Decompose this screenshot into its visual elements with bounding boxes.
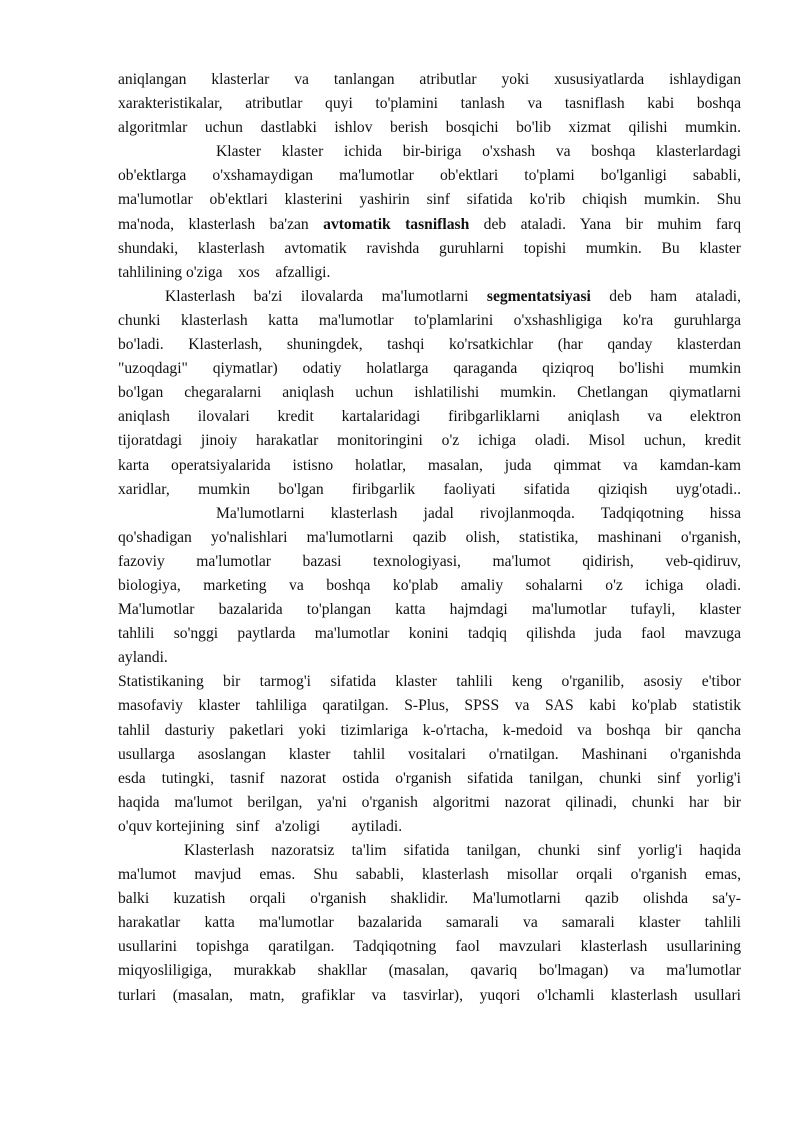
text-line: tahlilining o'ziga xos afzalligi. <box>118 263 331 281</box>
text-line: ma'lumotlar ob'ektlari klasterini yashirin sinf sifatida ko'rib chiqish mumkin. Shu <box>118 191 741 209</box>
text-line: ob'ektlarga o'xshamaydigan ma'lumotlar ob'ektlari to'plami bo'lganligi sababli, <box>118 167 741 185</box>
text-line: usullarini topishga qaratilgan. Tadqiqotning faol mavzulari klasterlash usullarining <box>118 938 741 956</box>
text-run: ma'noda, klasterlash ba'zan <box>118 215 324 233</box>
text-run: Klasterlash ba'zi ilovalarda ma'lumotlarni <box>165 287 487 305</box>
text-line: miqyosliligiga, murakkab shakllar (masalan, qavariq bo'lmagan) va ma'lumotlar <box>118 962 741 980</box>
text-line: xaridlar, mumkin bo'lgan firibgarlik faoliyati sifatida qiziqish uyg'otadi.. <box>118 480 741 498</box>
text-line: xarakteristikalar, atributlar quyi to'plamini tanlash va tasniflash kabi boshqa <box>118 95 741 113</box>
text-line: Ma'lumotlarni klasterlash jadal rivojlanmoqda. Tadqiqotning hissa <box>216 504 741 522</box>
text-run: deb ataladi. Yana bir muhim farq <box>469 215 741 233</box>
text-line: tahlil dasturiy paketlari yoki tizimlariga k-o'rtacha, k-medoid va boshqa bir qancha <box>118 721 741 739</box>
text-line: qo'shadigan yo'nalishlari ma'lumotlarni qazib olish, statistika, mashinani o'rganish, <box>118 528 741 546</box>
text-line: turlari (masalan, matn, grafiklar va tasvirlar), yuqori o'lchamli klasterlash usullari <box>118 986 741 1004</box>
text-line: masofaviy klaster tahliliga qaratilgan. S-Plus, SPSS va SAS kabi ko'plab statistik <box>118 697 741 715</box>
text-line: Klaster klaster ichida bir-biriga o'xshash va boshqa klasterlardagi <box>216 143 741 161</box>
text-line: balki kuzatish orqali o'rganish shaklidir. Ma'lumotlarni qazib olishda sa'y- <box>118 890 741 908</box>
text-line: haqida ma'lumot berilgan, ya'ni o'rganish algoritmi nazorat qilinadi, chunki har bir <box>118 793 741 811</box>
text-line: biologiya, marketing va boshqa ko'plab amaliy sohalarni o'z ichiga oladi. <box>118 576 741 594</box>
text-line: fazoviy ma'lumotlar bazasi texnologiyasi, ma'lumot qidirish, veb-qidiruv, <box>118 552 741 570</box>
text-line: usullarga asoslangan klaster tahlil vositalari o'rnatilgan. Mashinani o'rganishda <box>118 745 741 763</box>
text-line: Ma'lumotlar bazalarida to'plangan katta hajmdagi ma'lumotlar tufayli, klaster <box>118 601 741 619</box>
text-line <box>118 213 741 237</box>
text-line: bo'ladi. Klasterlash, shuningdek, tashqi ko'rsatkichlar (har qanday klasterdan <box>118 336 741 354</box>
text-line: karta operatsiyalarida istisno holatlar, masalan, juda qimmat va kamdan-kam <box>118 456 741 474</box>
bold-term: avtomatik tasniflash <box>323 215 470 233</box>
text-line: chunki klasterlash katta ma'lumotlar to'plamlarini o'xshashligiga ko'ra guruhlarga <box>118 311 741 329</box>
text-line: aniqlash ilovalari kredit kartalaridagi firibgarliklarni aniqlash va elektron <box>118 408 741 426</box>
text-line <box>118 285 741 309</box>
text-line: tijoratdagi jinoiy harakatlar monitoringini o'z ichiga oladi. Misol uchun, kredit <box>118 432 741 450</box>
document-page <box>118 68 741 1008</box>
text-line: harakatlar katta ma'lumotlar bazalarida samarali va samarali klaster tahlili <box>118 914 741 932</box>
text-line: tahlili so'nggi paytlarda ma'lumotlar konini tadqiq qilishda juda faol mavzuga <box>118 625 741 643</box>
text-line: ma'lumot mavjud emas. Shu sababli, klasterlash misollar orqali o'rganish emas, <box>118 866 741 884</box>
text-line: algoritmlar uchun dastlabki ishlov berish bosqichi bo'lib xizmat qilishi mumkin. <box>118 119 741 137</box>
text-line: o'quv kortejining sinf a'zoligi aytiladi. <box>118 817 403 835</box>
text-run: deb ham ataladi, <box>590 287 741 305</box>
text-line: Klasterlash nazoratsiz ta'lim sifatida tanilgan, chunki sinf yorlig'i haqida <box>184 842 741 859</box>
text-line: "uzoqdagi" qiymatlar) odatiy holatlarga qaraganda qiziqroq bo'lishi mumkin <box>118 360 741 378</box>
text-line: esda tutingki, tasnif nazorat ostida o'rganish sifatida tanilgan, chunki sinf yorlig'i <box>118 769 741 787</box>
bold-term: segmentatsiyasi <box>486 287 591 305</box>
text-line: shundaki, klasterlash avtomatik ravishda guruhlarni topishi mumkin. Bu klaster <box>118 239 741 257</box>
text-line: Statistikaning bir tarmog'i sifatida klaster tahlili keng o'rganilib, asosiy e'tibor <box>118 673 741 691</box>
text-line: aylandi. <box>118 649 168 667</box>
text-line: aniqlangan klasterlar va tanlangan atributlar yoki xususiyatlarda ishlaydigan <box>118 71 741 88</box>
text-line: bo'lgan chegaralarni aniqlash uchun ishlatilishi mumkin. Chetlangan qiymatlarni <box>118 384 741 402</box>
